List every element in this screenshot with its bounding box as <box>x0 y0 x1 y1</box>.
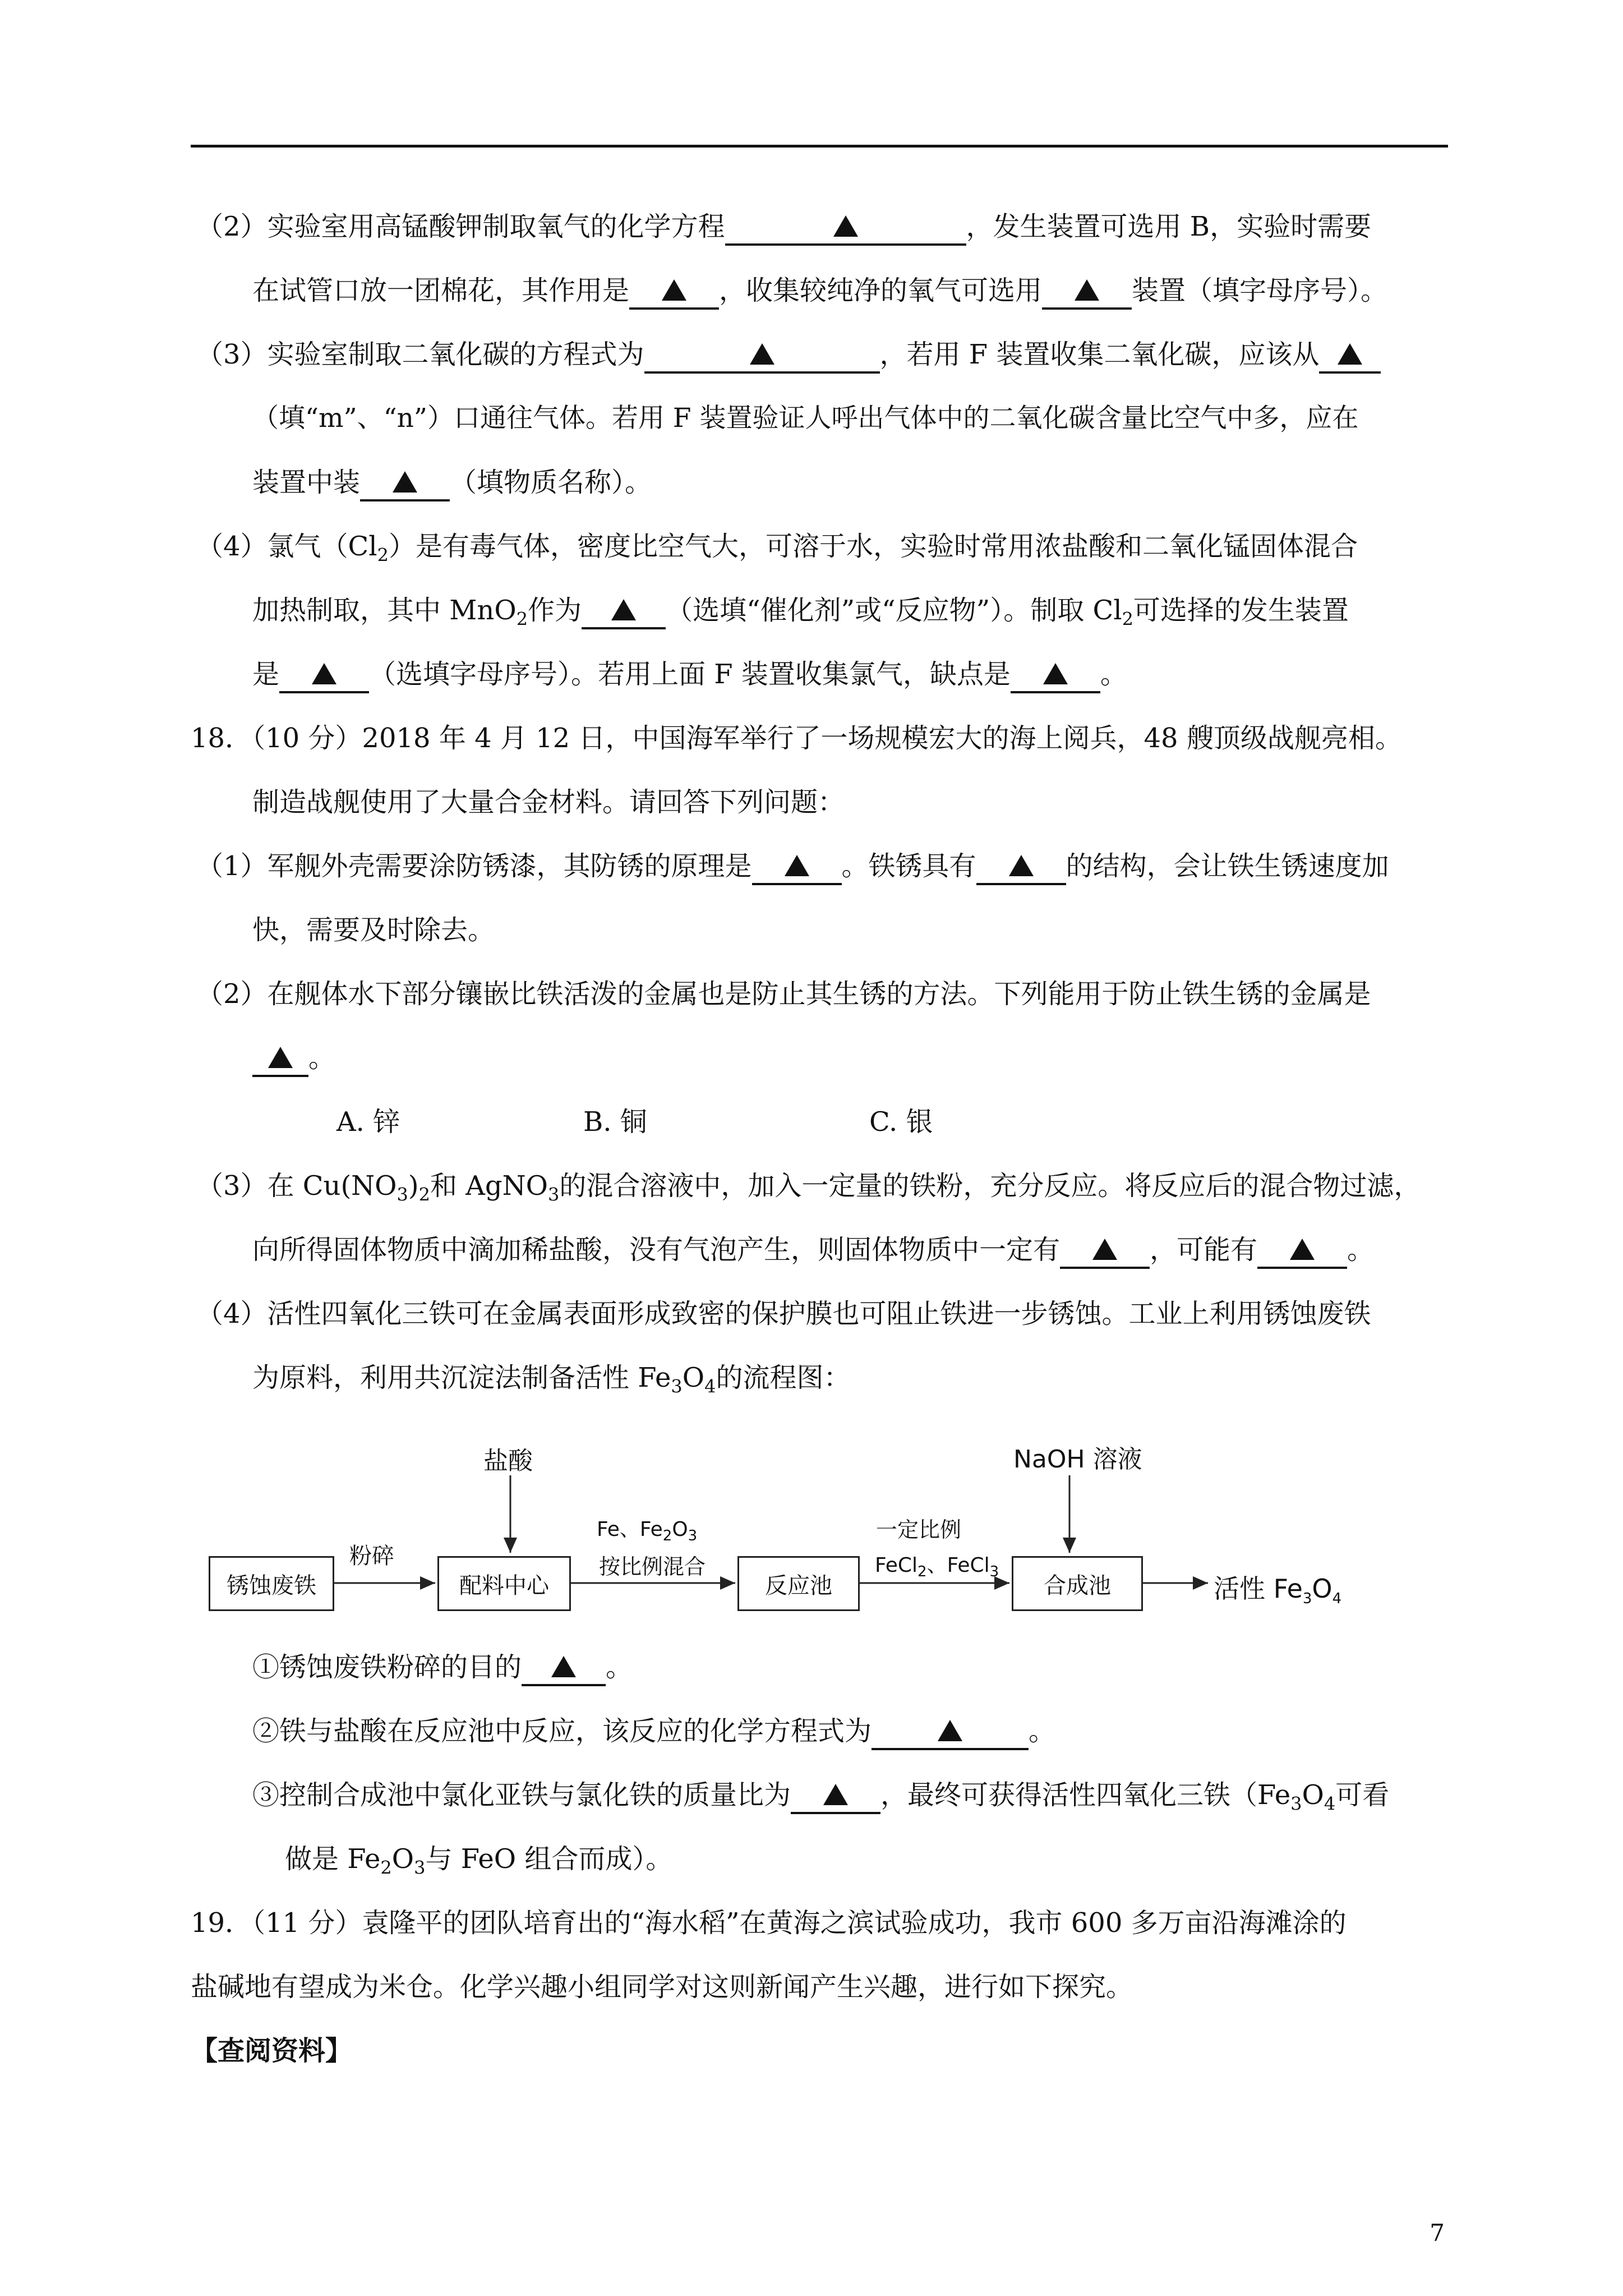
answer-blank[interactable] <box>752 849 842 885</box>
label-product: 活性 $Fe_3O_4$ <box>1214 1573 1342 1608</box>
answer-blank[interactable] <box>725 210 966 246</box>
q18-part4-line2: 为原料，利用共沉淀法制备活性 $Fe_3O_4$的流程图： <box>252 1362 851 1397</box>
q18-sub3-line2: 做是 $Fe_2O_3$与 FeO 组合而成）。 <box>285 1843 673 1879</box>
triangle-icon <box>662 279 686 301</box>
choice-a[interactable]: A. 锌 <box>336 1106 400 1138</box>
triangle-icon <box>312 663 336 684</box>
answer-blank[interactable] <box>1011 657 1100 693</box>
choice-b[interactable]: B. 铜 <box>583 1106 647 1138</box>
q18-sub1: ①锈蚀废铁粉碎的目的 。 <box>252 1650 633 1686</box>
choice-c[interactable]: C. 银 <box>869 1106 933 1138</box>
q17-part4-line1: （4）氯气$(Cl_2)$是有毒气体，密度比空气大，可溶于水，实验时常用浓盐酸和二氧化锰固体混合 <box>196 531 1358 566</box>
q18-intro: 制造战舰使用了大量合金材料。请回答下列问题： <box>252 786 845 818</box>
answer-blank[interactable] <box>1319 338 1381 374</box>
q18-part1-line1: （1）军舰外壳需要涂防锈漆，其防锈的原理是 。铁锈具有 的结构，会让铁生锈速度加 <box>196 849 1389 885</box>
answer-blank[interactable] <box>279 657 369 693</box>
q19-heading: 19．（11 分）袁隆平的团队培育出的“海水稻”在黄海之滨试验成功，我市 600 多万亩沿海滩涂的 <box>191 1907 1347 1939</box>
triangle-icon <box>1043 663 1068 684</box>
box-synthesis-pool: 合成池 <box>1012 1556 1143 1611</box>
answer-blank[interactable] <box>522 1650 606 1686</box>
answer-blank[interactable] <box>872 1714 1029 1750</box>
q18-part2-line2: 。 <box>252 1041 335 1077</box>
triangle-icon <box>1092 1239 1117 1260</box>
triangle-icon <box>833 215 858 237</box>
triangle-icon <box>938 1720 962 1741</box>
box-rusted-iron: 锈蚀废铁 <box>209 1556 334 1611</box>
triangle-icon <box>1338 343 1362 365</box>
q18-part4-line1: （4）活性四氧化三铁可在金属表面形成致密的保护膜也可阻止铁进一步锈蚀。工业上利用锈蚀废铁 <box>196 1298 1371 1329</box>
label-ratio-top: 一定比例 <box>876 1517 962 1542</box>
answer-blank[interactable] <box>582 593 666 629</box>
answer-blank[interactable] <box>1042 274 1132 310</box>
triangle-icon <box>750 343 774 365</box>
q19-section-title: 【查阅资料】 <box>191 2035 353 2067</box>
triangle-icon <box>268 1047 293 1068</box>
q18-sub3-line1: ③控制合成池中氯化亚铁与氯化铁的质量比为 ，最终可获得活性四氧化三铁（$Fe_3O_4$可看 <box>252 1779 1390 1815</box>
label-naoh: NaOH 溶液 <box>1013 1445 1142 1474</box>
q18-sub2: ②铁与盐酸在反应池中反应，该反应的化学方程式为 。 <box>252 1714 1055 1750</box>
header-rule <box>191 145 1448 148</box>
label-mix-top: Fe、$Fe_2O_3$ <box>597 1518 698 1545</box>
q18-part1-line2: 快，需要及时除去。 <box>252 914 495 946</box>
q18-part3-line2: 向所得固体物质中滴加稀盐酸，没有气泡产生，则固体物质中一定有 ，可能有 。 <box>252 1233 1374 1269</box>
answer-blank[interactable] <box>360 466 450 501</box>
q17-part4-line2: 加热制取，其中 MnO$_2$作为 （选填“催化剂”或“反应物”）。制取 $Cl_2$可选择的发生装置 <box>252 595 1349 630</box>
q17-part3-line1: （3）实验室制取二氧化碳的方程式为 ，若用 F 装置收集二氧化碳，应该从 <box>196 338 1381 374</box>
q17-part3-line3: 装置中装 （填物质名称）。 <box>252 466 652 501</box>
triangle-icon <box>611 599 636 620</box>
answer-blank[interactable] <box>791 1778 880 1814</box>
label-acid: 盐酸 <box>483 1447 533 1475</box>
answer-blank[interactable] <box>644 338 880 374</box>
box-reaction-pool: 反应池 <box>737 1556 860 1611</box>
q17-part2-line2: 在试管口放一团棉花，其作用是 ，收集较纯净的氧气可选用 装置（填字母序号）。 <box>252 274 1387 310</box>
box-batching-center: 配料中心 <box>437 1556 571 1611</box>
answer-blank[interactable] <box>976 849 1066 885</box>
q18-part2-line1: （2）在舰体水下部分镶嵌比铁活泼的金属也是防止其生锈的方法。下列能用于防止铁生锈的金属是 <box>196 978 1371 1010</box>
triangle-icon <box>1009 855 1034 876</box>
triangle-icon <box>1290 1239 1315 1260</box>
triangle-icon <box>393 471 417 493</box>
triangle-icon <box>1075 279 1099 301</box>
q17-part4-line3: 是 （选填字母序号）。若用上面 F 装置收集氯气，缺点是 。 <box>252 657 1127 693</box>
answer-blank[interactable] <box>629 274 719 310</box>
q18-part3-line1: （3）在 $Cu(NO_3)_2$和 AgNO$_3$的混合溶液中，加入一定量的铁粉，充分反应。将反应后的混合物过滤， <box>196 1170 1421 1205</box>
label-mix-bottom: 按比例混合 <box>599 1554 706 1579</box>
q17-part2-line1: （2）实验室用高锰酸钾制取氧气的化学方程 ，发生装置可选用 B，实验时需要 <box>196 210 1371 246</box>
answer-blank[interactable] <box>1060 1233 1150 1269</box>
answer-blank[interactable] <box>1257 1233 1347 1269</box>
triangle-icon <box>823 1784 848 1805</box>
triangle-icon <box>785 855 809 876</box>
q19-line2: 盐碱地有望成为米仓。化学兴趣小组同学对这则新闻产生兴趣，进行如下探究。 <box>191 1971 1133 2003</box>
label-crush: 粉碎 <box>349 1543 394 1569</box>
q18-heading: 18．（10 分）2018 年 4 月 12 日，中国海军举行了一场规模宏大的海上阅兵，48 艘顶级战舰亮相。 <box>191 723 1402 754</box>
label-ratio-bottom: FeCl$_2$、FeCl$_3$ <box>875 1554 999 1581</box>
answer-blank[interactable] <box>252 1041 308 1077</box>
triangle-icon <box>551 1656 576 1677</box>
page-number: 7 <box>1430 2219 1445 2247</box>
q17-part3-line2: （填“m”、“n”）口通往气体。若用 F 装置验证人呼出气体中的二氧化碳含量比空气中多，应在 <box>252 403 1359 434</box>
